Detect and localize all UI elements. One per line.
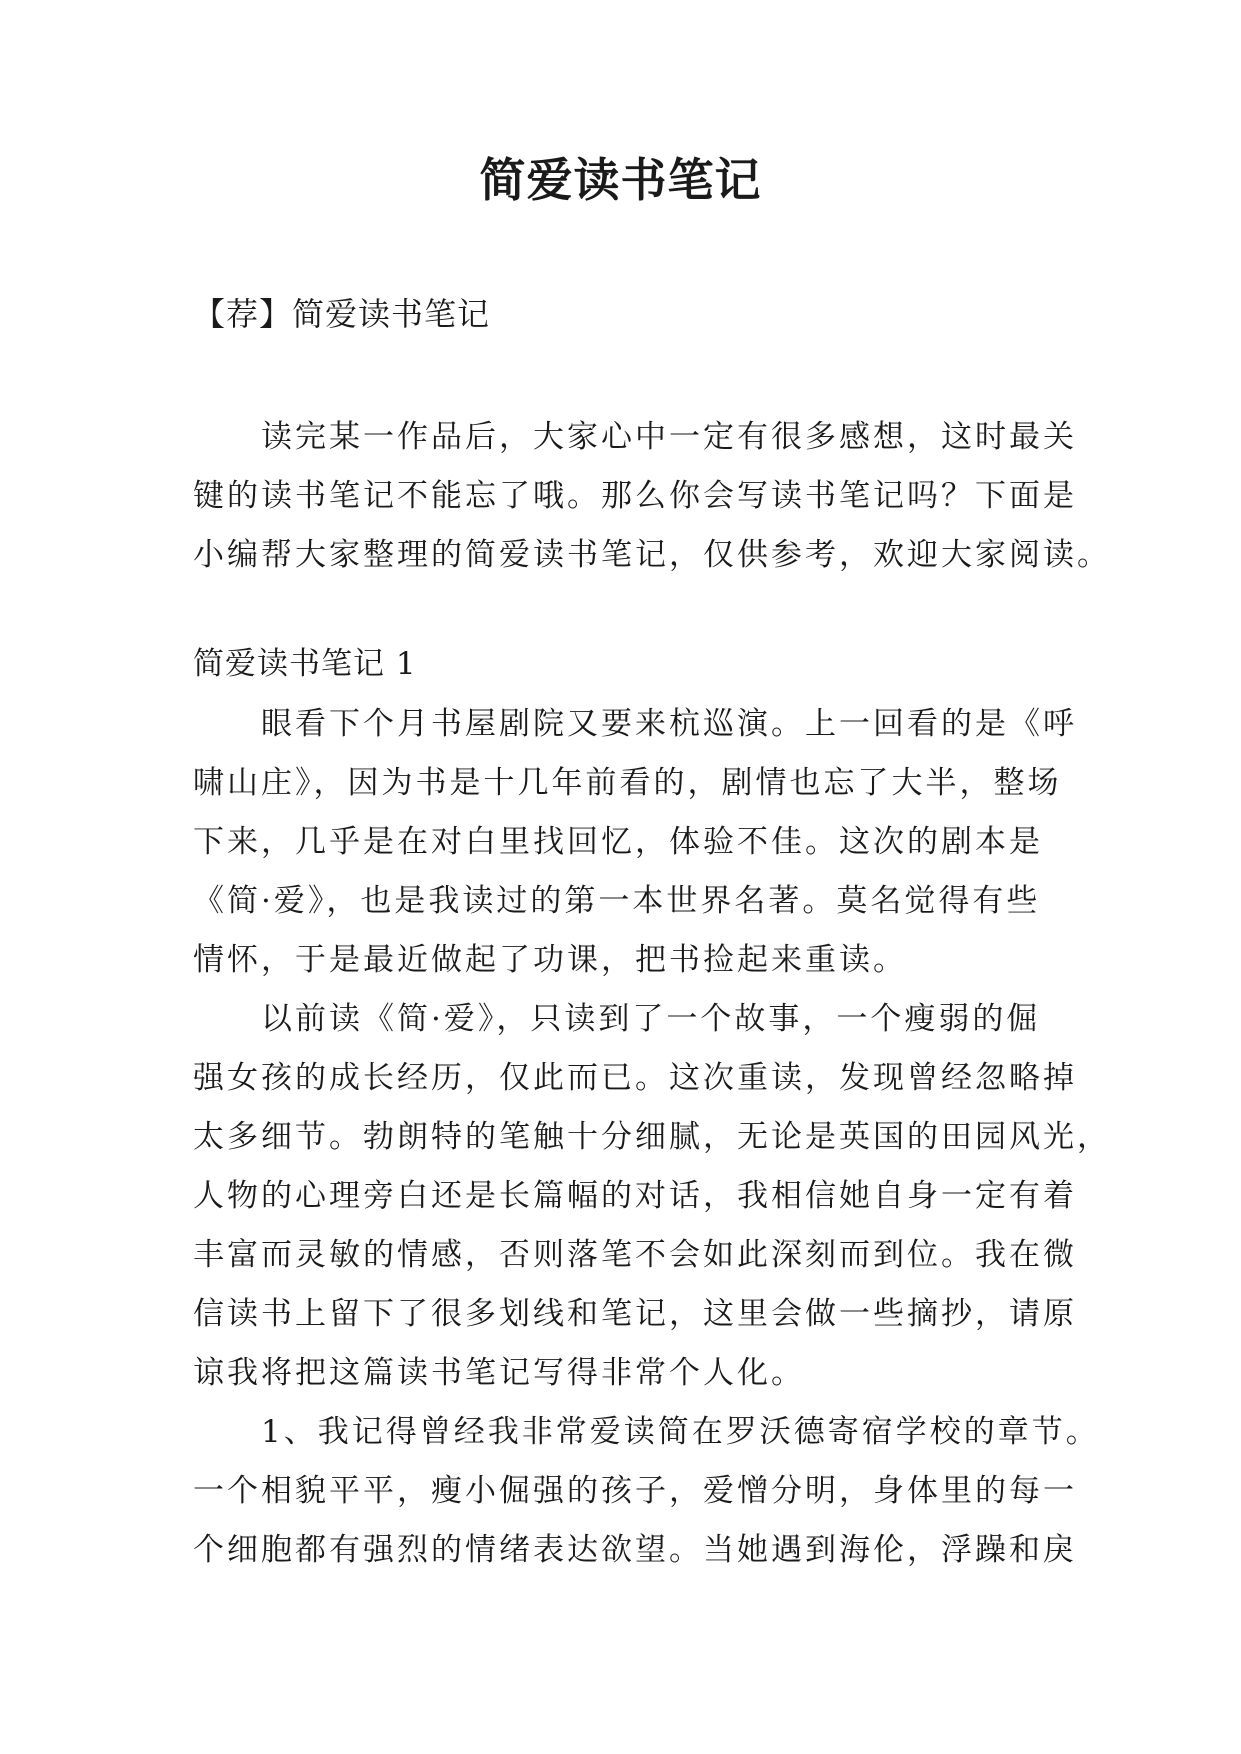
paragraph-line: 以前读《简·爱》，只读到了一个故事，一个瘦弱的倔 — [193, 1001, 1041, 1037]
paragraph-line: 眼看下个月书屋剧院又要来杭巡演。上一回看的是《呼 — [193, 706, 1077, 742]
paragraph-line: 读完某一作品后，大家心中一定有很多感想，这时最关 — [193, 419, 1077, 455]
body-paragraph-3 — [193, 1403, 1100, 1580]
paragraph-line: 丰富而灵敏的情感，否则落笔不会如此深刻而到位。我在微 — [193, 1237, 1077, 1273]
section-heading: 简爱读书笔记 1 — [193, 646, 417, 682]
intro-paragraph — [193, 408, 1111, 585]
body-paragraph-1 — [193, 695, 1077, 990]
paragraph-line: 情怀，于是最近做起了功课，把书捡起来重读。 — [193, 942, 907, 978]
paragraph-line: 一个相貌平平，瘦小倔强的孩子，爱憎分明，身体里的每一 — [193, 1473, 1077, 1509]
paragraph-line: 《简·爱》，也是我读过的第一本世界名著。莫名觉得有些 — [193, 883, 1041, 919]
paragraph-line: 谅我将把这篇读书笔记写得非常个人化。 — [193, 1355, 805, 1391]
paragraph-line: 键的读书笔记不能忘了哦。那么你会写读书笔记吗？下面是 — [193, 478, 1077, 514]
page-title: 简爱读书笔记 — [479, 153, 762, 207]
paragraph-line: 强女孩的成长经历，仅此而已。这次重读，发现曾经忽略掉 — [193, 1060, 1077, 1096]
paragraph-line: 太多细节。勃朗特的笔触十分细腻，无论是英国的田园风光， — [193, 1119, 1111, 1155]
paragraph-line: 小编帮大家整理的简爱读书笔记，仅供参考，欢迎大家阅读。 — [193, 537, 1111, 573]
paragraph-line: 个细胞都有强烈的情绪表达欲望。当她遇到海伦，浮躁和戾 — [193, 1532, 1077, 1568]
paragraph-line: 啸山庄》，因为书是十几年前看的，剧情也忘了大半，整场 — [193, 765, 1062, 801]
paragraph-line: 人物的心理旁白还是长篇幅的对话，我相信她自身一定有着 — [193, 1178, 1077, 1214]
paragraph-line: 下来，几乎是在对白里找回忆，体验不佳。这次的剧本是 — [193, 824, 1043, 860]
document-subtitle: 【荐】简爱读书笔记 — [193, 295, 491, 333]
body-paragraph-2 — [193, 990, 1111, 1403]
paragraph-line: 信读书上留下了很多划线和笔记，这里会做一些摘抄，请原 — [193, 1296, 1077, 1332]
paragraph-line: 1、我记得曾经我非常爱读简在罗沃德寄宿学校的章节。 — [193, 1414, 1100, 1450]
